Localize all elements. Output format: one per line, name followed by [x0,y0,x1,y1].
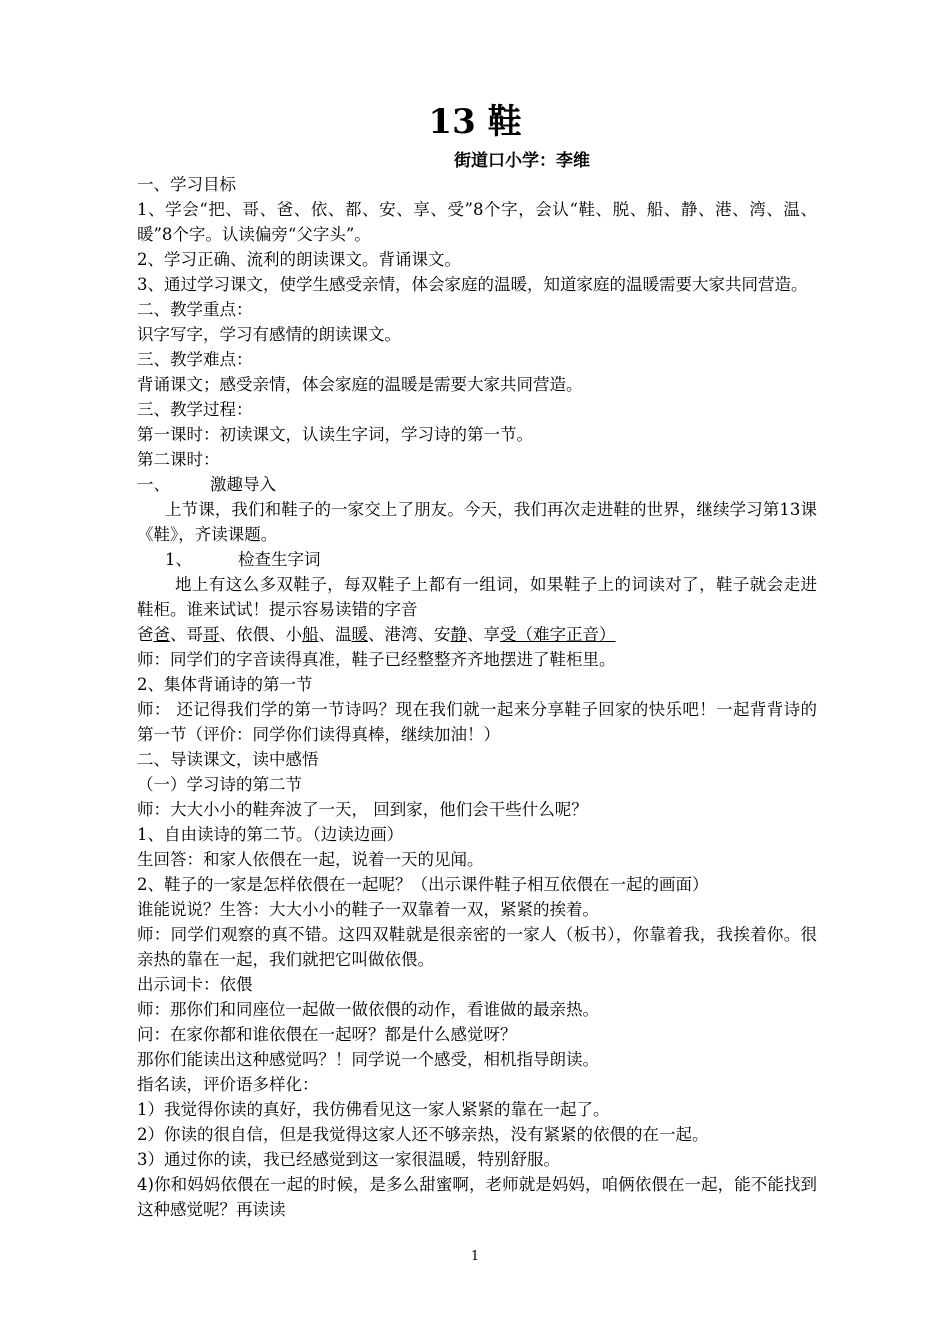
heading-key-points: 二、教学重点： [137,300,253,319]
paragraph: 师：同学们的字音读得真准，鞋子已经整整齐齐地摆进了鞋柜里。 [137,650,616,669]
paragraph: 上节课，我们和鞋子的一家交上了朋友。今天，我们再次走进鞋的世界，继续学习第13课《鞋》，齐读课题。 [137,500,817,544]
paragraph: 谁能说说？生答：大大小小的鞋子一双靠着一双，紧紧的挨着。 [137,900,599,919]
heading-process: 三、教学过程： [137,400,253,419]
document-title: 13 鞋 [428,102,522,142]
paragraph: 问：在家你都和谁依偎在一起呀？都是什么感觉呀？ [137,1025,517,1044]
vocab-line: 爸爸、哥哥、依偎、小船、温暖、港湾、安静、享受（难字正音） [137,625,616,644]
paragraph: 师：同学们观察的真不错。这四双鞋就是很亲密的一家人（板书），你靠着我，我挨着你。很亲热的靠在一起，我们就把它叫做依偎。 [137,925,817,969]
paragraph: 2、鞋子的一家是怎样依偎在一起呢？（出示课件鞋子相互依偎在一起的画面） [137,875,709,894]
paragraph: 师：大大小小的鞋奔波了一天， 回到家，他们会干些什么呢？ [137,800,588,819]
section-heading: 1、 检查生字词 [165,550,321,569]
paragraph: 地上有这么多双鞋子，每双鞋子上都有一组词，如果鞋子上的词读对了，鞋子就会走进鞋柜。谁来试试！提示容易读错的字音 [137,575,817,619]
paragraph: 2、学习正确、流利的朗读课文。背诵课文。 [137,250,461,269]
document-body [137,172,817,1222]
heading-difficulties: 三、教学难点： [137,350,253,369]
paragraph: 第一课时：初读课文，认读生字词，学习诗的第一节。 [137,425,533,444]
paragraph: 识字写字，学习有感情的朗读课文。 [137,325,401,344]
paragraph: 3、通过学习课文，使学生感受亲情，体会家庭的温暖，知道家庭的温暖需要大家共同营造。 [137,275,808,294]
paragraph: 2）你读的很自信，但是我觉得这家人还不够亲热，没有紧紧的依偎的在一起。 [137,1125,709,1144]
section-heading: （一）学习诗的第二节 [137,775,302,794]
paragraph: 1、自由读诗的第二节。（边读边画） [137,825,404,844]
heading-learning-goals: 一、学习目标 [137,175,236,194]
section-heading: 二、导读课文，读中感悟 [137,750,319,769]
paragraph: 4)你和妈妈依偎在一起的时候，是多么甜蜜啊，老师就是妈妈，咱俩依偎在一起，能不能找到这种感觉呢？再读读 [137,1175,817,1219]
paragraph: 第二课时： [137,450,220,469]
section-heading: 一、 激趣导入 [137,475,276,494]
paragraph: 师：那你们和同座位一起做一做依偎的动作，看谁做的最亲热。 [137,1000,599,1019]
paragraph: 那你们能读出这种感觉吗？！同学说一个感受，相机指导朗读。 [137,1050,599,1069]
document-subtitle: 街道口小学：李维 [454,151,590,171]
paragraph: 1）我觉得你读的真好，我仿佛看见这一家人紧紧的靠在一起了。 [137,1100,610,1119]
paragraph: 出示词卡：依偎 [137,975,253,994]
paragraph: 生回答：和家人依偎在一起，说着一天的见闻。 [137,850,484,869]
paragraph: 背诵课文；感受亲情，体会家庭的温暖是需要大家共同营造。 [137,375,583,394]
paragraph: 指名读，评价语多样化： [137,1075,319,1094]
paragraph: 师： 还记得我们学的第一节诗吗？现在我们就一起来分享鞋子回家的快乐吧！一起背背诗的第一节（评价：同学你们读得真棒，继续加油！） [137,700,817,744]
paragraph: 2、集体背诵诗的第一节 [137,675,313,694]
paragraph: 3）通过你的读，我已经感觉到这一家很温暖，特别舒服。 [137,1150,560,1169]
page-number: 1 [470,1249,480,1264]
paragraph: 1、学会“把、哥、爸、依、都、安、享、受”8个字，会认“鞋、脱、船、静、港、湾、温、暖”8个字。认读偏旁“父字头”。 [137,200,817,244]
